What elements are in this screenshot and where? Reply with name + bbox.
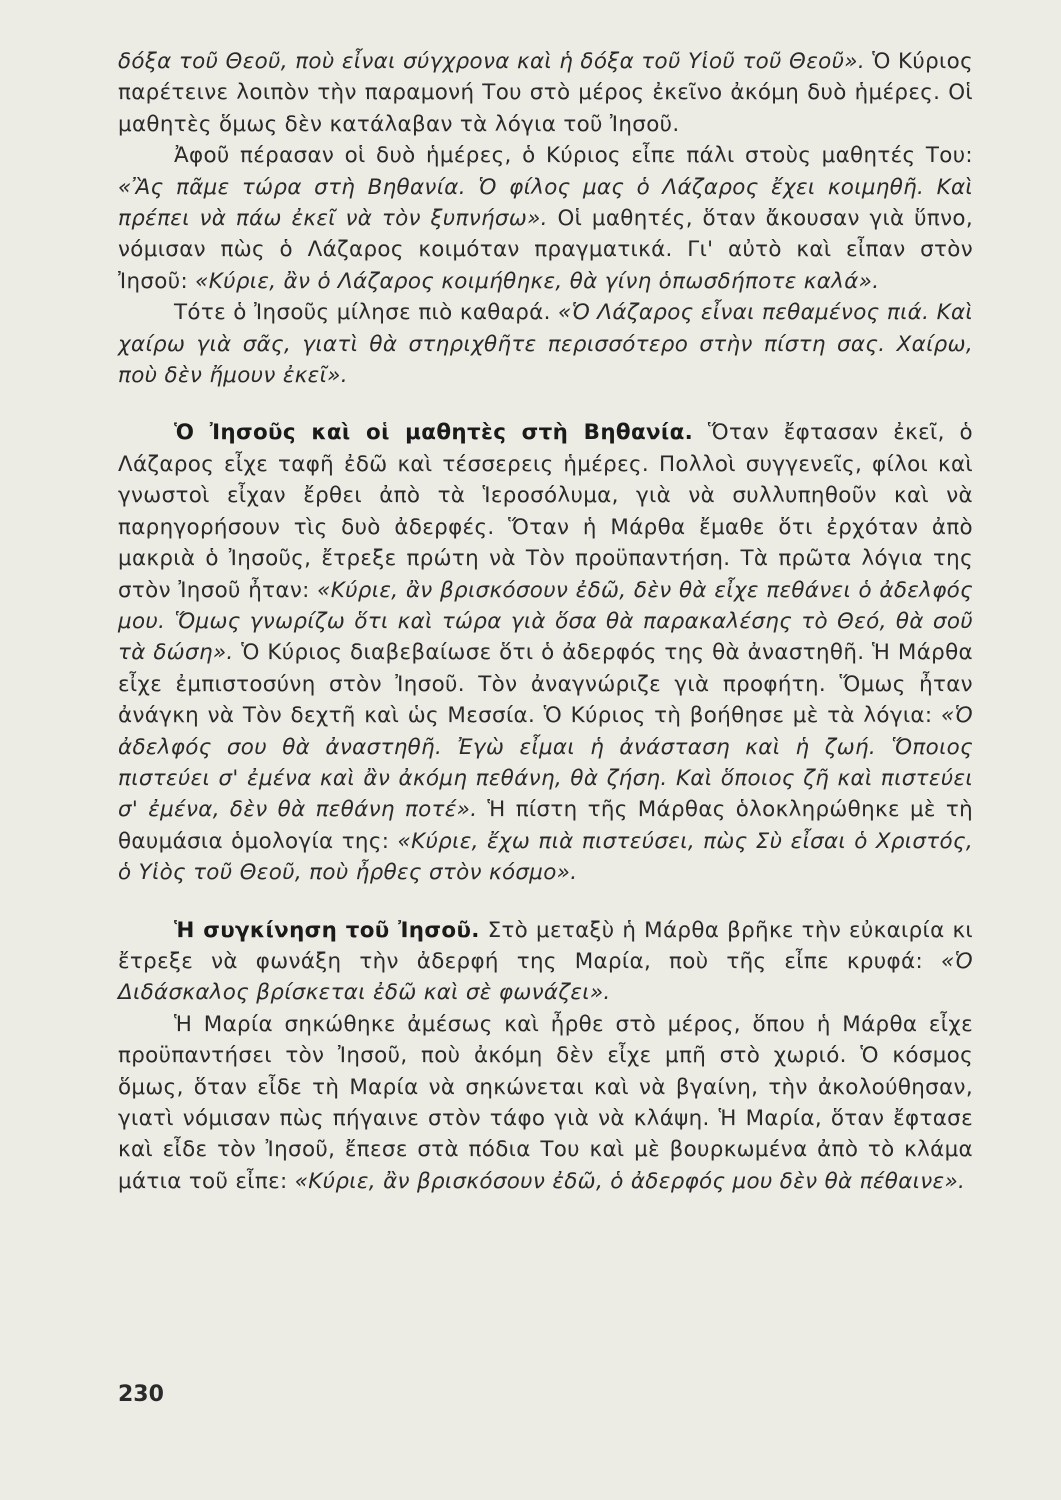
text-run: Ὁ Κύριος παρέτεινε λοιπὸν τὴν παραμονή Του στὸ μέρος ἐκεῖνο ἀκόμη δυὸ ἡμέρες. Οἱ μαθητὲς ὅμως δὲν κατάλαβαν τὰ λόγια τοῦ Ἰησοῦ. — [118, 49, 973, 137]
quotation: «Ὁ Λάζαρος εἶναι πεθαμένος πιά. Καὶ χαίρω γιὰ σᾶς, γιατὶ θὰ στηριχθῆτε περισσότερο στὴν πίστη σας. Χαίρω, ποὺ δὲν ἤμουν ἐκεῖ». — [118, 300, 974, 389]
text-run: Στὸ μεταξὺ ἡ Μάρθα βρῆκε τὴν εὐκαιρία κι ἔτρεξε νὰ φωνάξη τὴν ἀδερφή της Μαρία, ποὺ τῆς εἶπε κρυφά: — [118, 917, 973, 974]
page-number: 230 — [118, 1382, 164, 1407]
quotation: «Κύριε, ἔχω πιὰ πιστεύσει, πὼς Σὺ εἶσαι ὁ Χριστός, ὁ Υἱὸς τοῦ Θεοῦ, ποὺ ἦρθες στὸν κόσμο». — [118, 828, 974, 886]
quotation: «Ὁ Διδάσκαλος βρίσκεται ἐδῶ καὶ σὲ φωνάζει». — [118, 948, 973, 1006]
quotation: δόξα τοῦ Θεοῦ, ποὺ εἶναι σύγχρονα καὶ ἡ δόξα τοῦ Υἱοῦ τοῦ Θεοῦ». — [118, 49, 865, 74]
paragraph — [118, 417, 973, 888]
quotation: «Ὁ ἀδελφός σου θὰ ἀναστηθῆ. Ἐγὼ εἶμαι ἡ ἀνάσταση καὶ ἡ ζωή. Ὅποιος πιστεύει σ' ἐμένα καὶ ἂν ἀκόμη πεθάνη, θὰ ζήση. Καὶ ὅποιος ζῆ καὶ πιστεύει σ' ἐμένα, δὲν θὰ πεθάνη ποτέ». — [118, 703, 973, 823]
text-run: Ἀφοῦ πέρασαν οἱ δυὸ ἡμέρες, ὁ Κύριος εἶπε πάλι στοὺς μαθητές Του: — [174, 143, 973, 169]
paragraph — [118, 1009, 973, 1197]
paragraph — [118, 915, 973, 1009]
text-run: Ὅταν ἔφτασαν ἐκεῖ, ὁ Λάζαρος εἶχε ταφῆ ἐδῶ καὶ τέσσερεις ἡμέρες. Πολλοὶ συγγενεῖς, φίλοι καὶ γνωστοὶ εἶχαν ἔρθει ἀπὸ τὰ Ἱεροσόλυμα, γιὰ νὰ συλλυπηθοῦν καὶ νὰ παρηγορήσουν τὶς δυὸ ἀδερφές. Ὅταν ἡ Μάρθα ἔμαθε ὅτι ἐρχόταν ἀπὸ μακριὰ ὁ Ἰησοῦς, ἔτρεξε πρώτη νὰ Τὸν προϋπαντήση. Τὰ πρῶτα λόγια της στὸν Ἰησοῦ ἦταν: — [118, 420, 973, 603]
section-heading: Ὁ Ἰησοῦς καὶ οἱ μαθητὲς στὴ Βηθανία. — [174, 420, 694, 446]
text-run: Ἡ Μαρία σηκώθηκε ἀμέσως καὶ ἦρθε στὸ μέρος, ὅπου ἡ Μάρθα εἶχε προϋπαντήσει τὸν Ἰησοῦ, ποὺ ἀκόμη δὲν εἶχε μπῆ στὸ χωριό. Ὁ κόσμος ὅμως, ὅταν εἶδε τὴ Μαρία νὰ σηκώνεται καὶ νὰ βγαίνη, τὴν ἀκολούθησαν, γιατὶ νόμισαν πὼς πήγαινε στὸν τάφο γιὰ νὰ κλάψη. Ἡ Μαρία, ὅταν ἔφτασε καὶ εἶδε τὸν Ἰησοῦ, ἔπεσε στὰ πόδια Του καὶ μὲ βουρκωμένα ἀπὸ τὸ κλάμα μάτια τοῦ εἶπε: — [118, 1011, 973, 1194]
text-run: Ἡ πίστη τῆς Μάρθας ὁλοκληρώθηκε μὲ τὴ θαυμάσια ὁμολογία της: — [118, 797, 974, 854]
text-run: Οἱ μαθητές, ὅταν ἄκουσαν γιὰ ὕπνο, νόμισαν πὼς ὁ Λάζαρος κοιμόταν πραγματικά. Γι' αὐτὸ καὶ εἶπαν στὸν Ἰησοῦ: — [118, 206, 973, 294]
quotation: «Κύριε, ἂν βρισκόσουν ἐδῶ, ὁ ἀδερφός μου δὲν θὰ πέθαινε». — [294, 1168, 966, 1194]
paragraph — [118, 140, 973, 297]
paragraph — [118, 46, 973, 140]
body-text — [118, 46, 973, 1197]
paragraph — [118, 297, 973, 391]
quotation: «Κύριε, ἂν βρισκόσουν ἐδῶ, δὲν θὰ εἶχε πεθάνει ὁ ἀδελφός μου. Ὅμως γνωρίζω ὅτι καὶ τώρα γιὰ ὅσα θὰ παρακαλέσης τὸ Θεό, θὰ σοῦ τὰ δώση». — [118, 577, 974, 666]
quotation: «Ἂς πᾶμε τώρα στὴ Βηθανία. Ὁ φίλος μας ὁ Λάζαρος ἔχει κοιμηθῆ. Καὶ πρέπει νὰ πάω ἐκεῖ νὰ τὸν ξυπνήσω». — [118, 174, 973, 232]
quotation: «Κύριε, ἂν ὁ Λάζαρος κοιμήθηκε, θὰ γίνη ὁπωσδήποτε καλά». — [195, 268, 880, 294]
section-heading: Ἡ συγκίνηση τοῦ Ἰησοῦ. — [174, 917, 480, 943]
text-run: Ὁ Κύριος διαβεβαίωσε ὅτι ὁ ἀδερφός της θὰ ἀναστηθῆ. Ἡ Μάρθα εἶχε ἐμπιστοσύνη στὸν Ἰησοῦ. Τὸν ἀναγνώριζε γιὰ προφήτη. Ὅμως ἦταν ἀνάγκη νὰ Τὸν δεχτῆ καὶ ὡς Μεσσία. Ὁ Κύριος τὴ βοήθησε μὲ τὰ λόγια: — [118, 640, 973, 729]
text-run: Τότε ὁ Ἰησοῦς μίλησε πιὸ καθαρά. — [174, 300, 559, 326]
